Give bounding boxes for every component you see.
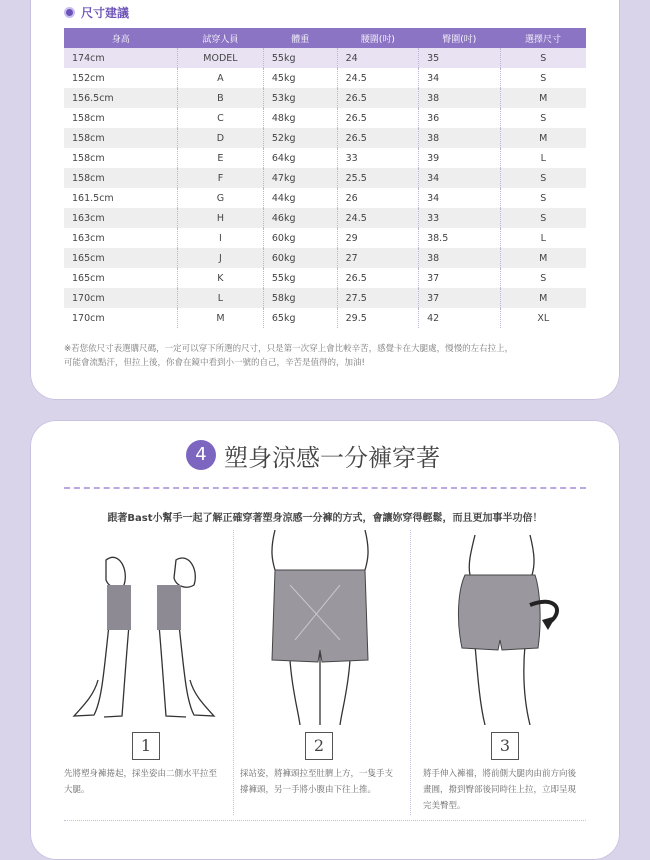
table-row <box>64 68 586 88</box>
table-cell: H <box>177 208 263 228</box>
note-line-1: ※若您依尺寸表選購尺碼，一定可以穿下所選的尺寸，只是第一次穿上會比較辛苦，感覺卡在大腿處，慢慢的左右拉上， <box>64 344 514 354</box>
table-cell: 26.5 <box>337 108 418 128</box>
table-cell: MODEL <box>177 48 263 68</box>
section-title <box>64 4 129 21</box>
table-cell: XL <box>500 308 586 328</box>
section-number-badge: 4 <box>186 440 216 470</box>
table-cell: 158cm <box>64 128 177 148</box>
table-cell: 55kg <box>263 48 337 68</box>
table-cell: 24.5 <box>337 208 418 228</box>
wear-subtitle: 跟著Bast小幫手一起了解正確穿著塑身涼感一分褲的方式，會讓妳穿得輕鬆，而且更加事半功倍！ <box>107 513 543 524</box>
table-cell: 39 <box>419 148 500 168</box>
table-row <box>64 288 586 308</box>
col-wearer: 試穿人員 <box>177 28 263 48</box>
table-row <box>64 268 586 288</box>
col-hip: 臀圍(吋) <box>419 28 500 48</box>
col-height: 身高 <box>64 28 177 48</box>
table-cell: M <box>500 288 586 308</box>
table-row <box>64 248 586 268</box>
step-number-2: 2 <box>305 732 333 760</box>
table-cell: S <box>500 108 586 128</box>
step3-illustration <box>430 530 580 725</box>
table-cell: 25.5 <box>337 168 418 188</box>
table-cell: S <box>500 48 586 68</box>
table-cell: 170cm <box>64 288 177 308</box>
column-divider <box>233 530 234 815</box>
table-cell: 42 <box>419 308 500 328</box>
table-cell: 48kg <box>263 108 337 128</box>
table-cell: 38 <box>419 248 500 268</box>
wear-title: 塑身涼感一分褲穿著 <box>224 444 440 472</box>
size-table <box>64 28 586 328</box>
table-cell: 165cm <box>64 248 177 268</box>
table-cell: 33 <box>419 208 500 228</box>
table-cell: 55kg <box>263 268 337 288</box>
table-cell: 158cm <box>64 108 177 128</box>
table-header <box>64 28 586 48</box>
table-cell: S <box>500 268 586 288</box>
table-cell: D <box>177 128 263 148</box>
table-cell: 45kg <box>263 68 337 88</box>
table-cell: 44kg <box>263 188 337 208</box>
section-title-text: 尺寸建議 <box>81 6 130 20</box>
table-cell: 26 <box>337 188 418 208</box>
table-cell: K <box>177 268 263 288</box>
table-cell: C <box>177 108 263 128</box>
note-line-2: 可能會流點汗，但拉上後，你會在鏡中看到小一號的自己，辛苦是值得的，加油! <box>64 358 365 368</box>
table-cell: L <box>177 288 263 308</box>
bullet-icon <box>64 7 75 18</box>
table-cell: 38 <box>419 128 500 148</box>
table-cell: S <box>500 208 586 228</box>
step1-illustration <box>64 530 224 725</box>
table-row <box>64 128 586 148</box>
table-cell: 29 <box>337 228 418 248</box>
table-cell: M <box>500 88 586 108</box>
step-number-1: 1 <box>132 732 160 760</box>
table-cell: 60kg <box>263 228 337 248</box>
table-cell: 47kg <box>263 168 337 188</box>
table-cell: 37 <box>419 268 500 288</box>
table-cell: M <box>500 128 586 148</box>
table-cell: B <box>177 88 263 108</box>
table-row <box>64 168 586 188</box>
table-cell: 158cm <box>64 148 177 168</box>
table-cell: 52kg <box>263 128 337 148</box>
table-cell: A <box>177 68 263 88</box>
table-cell: 33 <box>337 148 418 168</box>
table-cell: 158cm <box>64 168 177 188</box>
table-cell: L <box>500 228 586 248</box>
step2-illustration <box>250 530 390 725</box>
table-cell: 24.5 <box>337 68 418 88</box>
column-divider <box>410 530 411 815</box>
table-cell: L <box>500 148 586 168</box>
table-cell: 38 <box>419 88 500 108</box>
table-cell: 152cm <box>64 68 177 88</box>
table-cell: 38.5 <box>419 228 500 248</box>
table-row <box>64 228 586 248</box>
table-cell: 34 <box>419 188 500 208</box>
table-cell: 29.5 <box>337 308 418 328</box>
table-cell: 60kg <box>263 248 337 268</box>
table-cell: 34 <box>419 168 500 188</box>
table-cell: 161.5cm <box>64 188 177 208</box>
table-row <box>64 148 586 168</box>
table-cell: 163cm <box>64 208 177 228</box>
table-cell: S <box>500 68 586 88</box>
col-size: 選擇尺寸 <box>500 28 586 48</box>
table-cell: F <box>177 168 263 188</box>
size-note <box>64 342 594 370</box>
table-cell: 26.5 <box>337 88 418 108</box>
table-row <box>64 88 586 108</box>
table-cell: 26.5 <box>337 268 418 288</box>
table-cell: S <box>500 168 586 188</box>
table-row <box>64 188 586 208</box>
step-desc-2: 採站姿，將褲頭拉至肚臍上方，一隻手支撐褲頭，另一手將小腹由下往上推。 <box>240 769 394 795</box>
table-cell: J <box>177 248 263 268</box>
table-cell: 46kg <box>263 208 337 228</box>
step-desc-1: 先將塑身褲捲起，採坐姿由二側水平拉至大腿。 <box>64 769 218 795</box>
divider-top <box>64 487 586 489</box>
table-row <box>64 108 586 128</box>
step-desc-3: 將手伸入褲襠，將前側大腿肉由前方向後畫圓，撥到臀部後同時往上拉，立即呈現完美臀型。 <box>423 769 577 811</box>
table-cell: 34 <box>419 68 500 88</box>
table-cell: I <box>177 228 263 248</box>
table-cell: 163cm <box>64 228 177 248</box>
table-row <box>64 308 586 328</box>
table-row <box>64 208 586 228</box>
table-cell: 65kg <box>263 308 337 328</box>
table-cell: 37 <box>419 288 500 308</box>
table-cell: M <box>500 248 586 268</box>
table-cell: M <box>177 308 263 328</box>
table-cell: 156.5cm <box>64 88 177 108</box>
table-cell: 64kg <box>263 148 337 168</box>
table-cell: 53kg <box>263 88 337 108</box>
table-cell: 36 <box>419 108 500 128</box>
table-cell: 58kg <box>263 288 337 308</box>
table-cell: E <box>177 148 263 168</box>
table-row <box>64 48 586 68</box>
table-cell: 35 <box>419 48 500 68</box>
col-waist: 腰圍(吋) <box>337 28 418 48</box>
table-cell: 27 <box>337 248 418 268</box>
table-cell: S <box>500 188 586 208</box>
table-cell: 26.5 <box>337 128 418 148</box>
table-cell: 165cm <box>64 268 177 288</box>
divider-bottom <box>64 820 586 821</box>
step-number-3: 3 <box>491 732 519 760</box>
table-cell: G <box>177 188 263 208</box>
table-cell: 174cm <box>64 48 177 68</box>
col-weight: 體重 <box>263 28 337 48</box>
table-cell: 27.5 <box>337 288 418 308</box>
table-cell: 24 <box>337 48 418 68</box>
table-cell: 170cm <box>64 308 177 328</box>
